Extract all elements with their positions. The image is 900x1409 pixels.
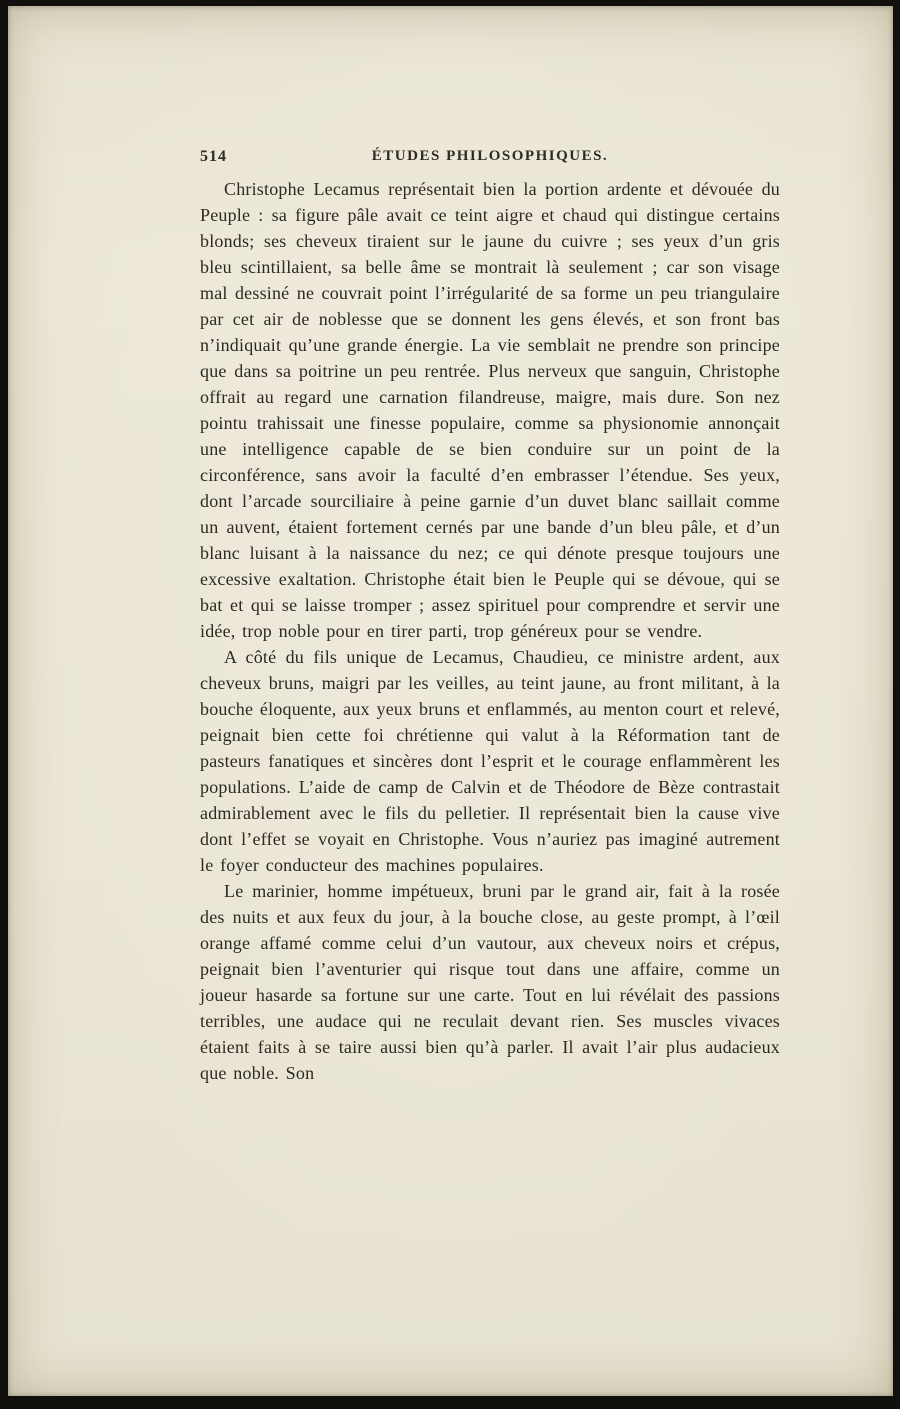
body-text (200, 176, 780, 1086)
running-header-title: ÉTUDES PHILOSOPHIQUES. (371, 148, 609, 164)
paragraph-1: Christophe Lecamus représentait bien la portion ardente et dévouée du Peuple : sa figure pâle avait ce teint aigre et chaud qui distingue certains blonds; ses cheveux tiraient sur le jaune du cuivre ; ses yeux d’un gris bleu scintillaient, sa belle âme se montrait là seulement ; car son visage mal dessiné ne couvrait point l’irrégularité de sa forme un peu triangulaire par cet air de noblesse que se donnent les gens élevés, et son front bas n’indiquait qu’une grande énergie. La vie semblait ne prendre son principe que dans sa poitrine un peu rentrée. Plus nerveux que sanguin, Christophe offrait au regard une carnation filandreuse, maigre, mais dure. Son nez pointu trahissait une finesse populaire, comme sa physionomie annonçait une intelligence capable de se bien conduire sur un point de la circonférence, sans avoir la faculté d’en embrasser l’étendue. Ses yeux, dont l’arcade sourciliaire à peine garnie d’un duvet blanc saillait comme un auvent, étaient fortement cernés par une bande d’un bleu pâle, et d’un blanc luisant à la naissance du nez; ce qui dénote presque toujours une excessive exaltation. Christophe était bien le Peuple qui se dévoue, qui se bat et qui se laisse tromper ; assez spirituel pour comprendre et servir une idée, trop noble pour en tirer parti, trop généreux pour se vendre. (200, 179, 780, 641)
page-number: 514 (200, 148, 227, 165)
book-page (8, 6, 893, 1396)
page-header (200, 146, 780, 170)
paragraph-3: Le marinier, homme impétueux, bruni par le grand air, fait à la rosée des nuits et aux feux du jour, à la bouche close, au geste prompt, à l’œil orange affamé comme celui d’un vautour, aux cheveux noirs et crépus, peignait bien l’aventurier qui risque tout dans une affaire, comme un joueur hasarde sa fortune sur une carte. Tout en lui révélait des passions terribles, une audace qui ne reculait devant rien. Ses muscles vivaces étaient faits à se taire aussi bien qu’à parler. Il avait l’air plus audacieux que noble. Son (200, 881, 780, 1083)
paragraph-2: A côté du fils unique de Lecamus, Chaudieu, ce ministre ardent, aux cheveux bruns, maigri par les veilles, au teint jaune, au front militant, à la bouche éloquente, aux yeux bruns et enflammés, au menton court et relevé, peignait bien cette foi chrétienne qui valut à la Réformation tant de pasteurs fanatiques et sincères dont l’esprit et le courage enflammèrent les populations. L’aide de camp de Calvin et de Théodore de Bèze contrastait admirablement avec le fils du pelletier. Il représentait bien la cause vive dont l’effet se voyait en Christophe. Vous n’auriez pas imaginé autrement le foyer conducteur des machines populaires. (200, 647, 780, 875)
